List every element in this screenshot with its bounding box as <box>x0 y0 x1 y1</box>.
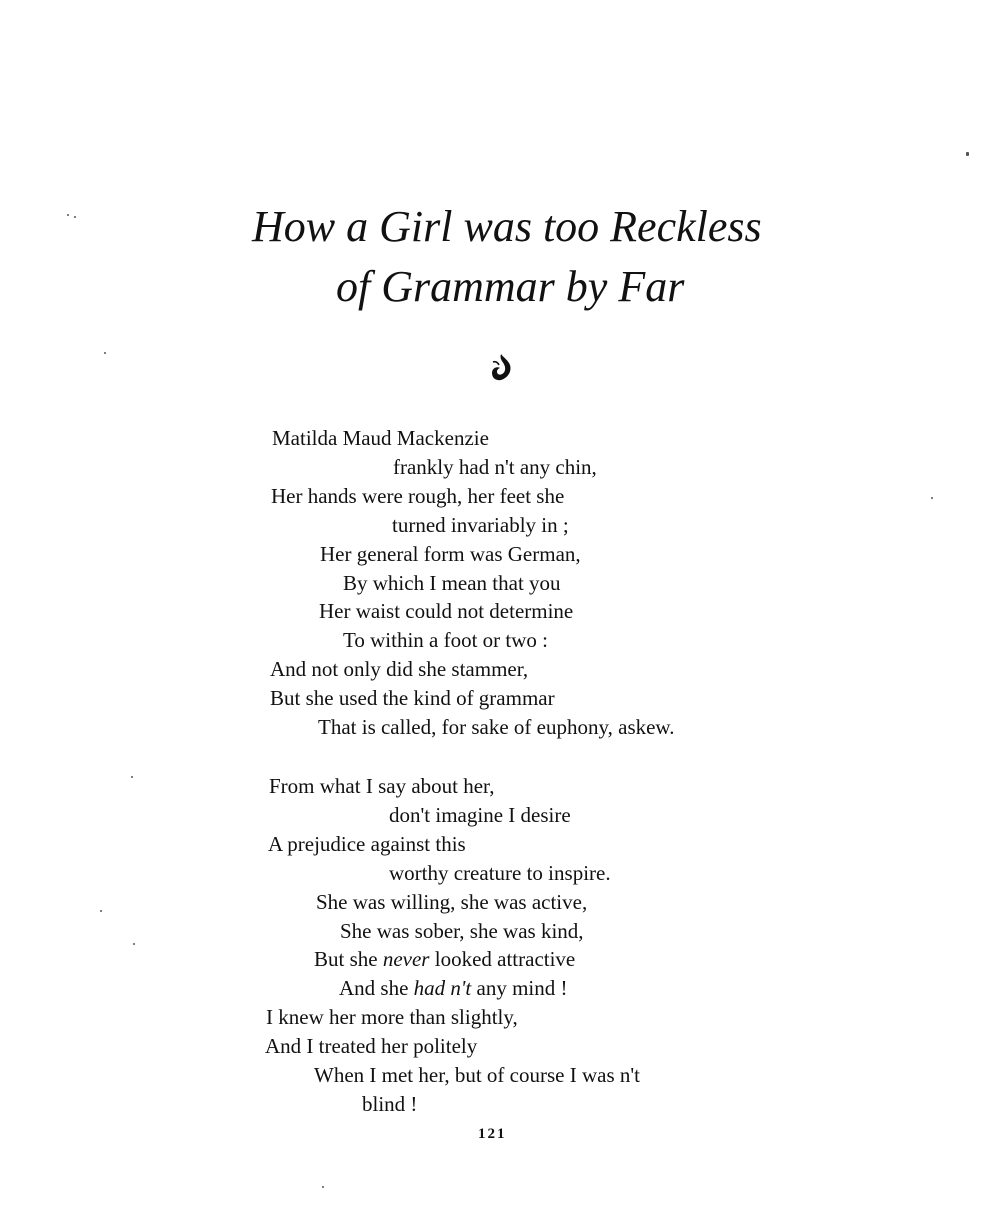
verse-line: A prejudice against this <box>268 832 466 856</box>
verse-text: And she <box>339 976 414 1000</box>
scan-speck <box>104 352 106 354</box>
verse-line: frankly had n't any chin, <box>393 455 597 479</box>
page-number: 121 <box>478 1126 507 1142</box>
verse-line: She was sober, she was kind, <box>340 919 584 943</box>
verse-line: turned invariably in ; <box>392 513 569 537</box>
verse-line: Her hands were rough, her feet she <box>271 484 565 508</box>
verse-line: blind ! <box>362 1092 418 1116</box>
scan-speck <box>322 1186 324 1188</box>
verse-line-with-italic <box>339 978 567 999</box>
scan-speck <box>931 497 933 499</box>
verse-line: She was willing, she was active, <box>316 890 588 914</box>
scan-speck <box>966 152 969 156</box>
verse-line: Matilda Maud Mackenzie <box>272 426 489 450</box>
italic-word: had n't <box>413 976 472 1000</box>
verse-line: From what I say about her, <box>269 774 495 798</box>
scan-speck <box>74 216 76 218</box>
verse-line: But she used the kind of grammar <box>270 686 555 710</box>
verse-line: And not only did she stammer, <box>270 657 529 681</box>
scan-speck <box>133 943 135 945</box>
poem-title-line-1: How a Girl was too Reckless <box>252 202 762 251</box>
scan-speck <box>100 910 102 912</box>
verse-line: Her waist could not determine <box>319 599 574 623</box>
italic-word: never <box>382 947 430 971</box>
verse-text: looked attractive <box>429 947 576 971</box>
verse-text: any mind ! <box>471 976 568 1000</box>
scan-speck <box>131 776 133 778</box>
verse-line: That is called, for sake of euphony, askew. <box>318 715 675 739</box>
verse-line: I knew her more than slightly, <box>266 1005 518 1029</box>
verse-line: And I treated her politely <box>265 1034 478 1058</box>
verse-line: When I met her, but of course I was n't <box>314 1063 641 1087</box>
verse-line: By which I mean that you <box>343 571 561 595</box>
poem-title-line-2: of Grammar by Far <box>336 262 685 311</box>
verse-line: Her general form was German, <box>320 542 581 566</box>
verse-line: worthy creature to inspire. <box>389 861 611 885</box>
verse-text: But she <box>314 947 383 971</box>
verse-line: don't imagine I desire <box>389 803 571 827</box>
leaf-ornament-icon <box>488 352 514 382</box>
verse-line-with-italic <box>314 949 575 970</box>
scan-speck <box>67 214 69 216</box>
verse-line: To within a foot or two : <box>343 628 549 652</box>
